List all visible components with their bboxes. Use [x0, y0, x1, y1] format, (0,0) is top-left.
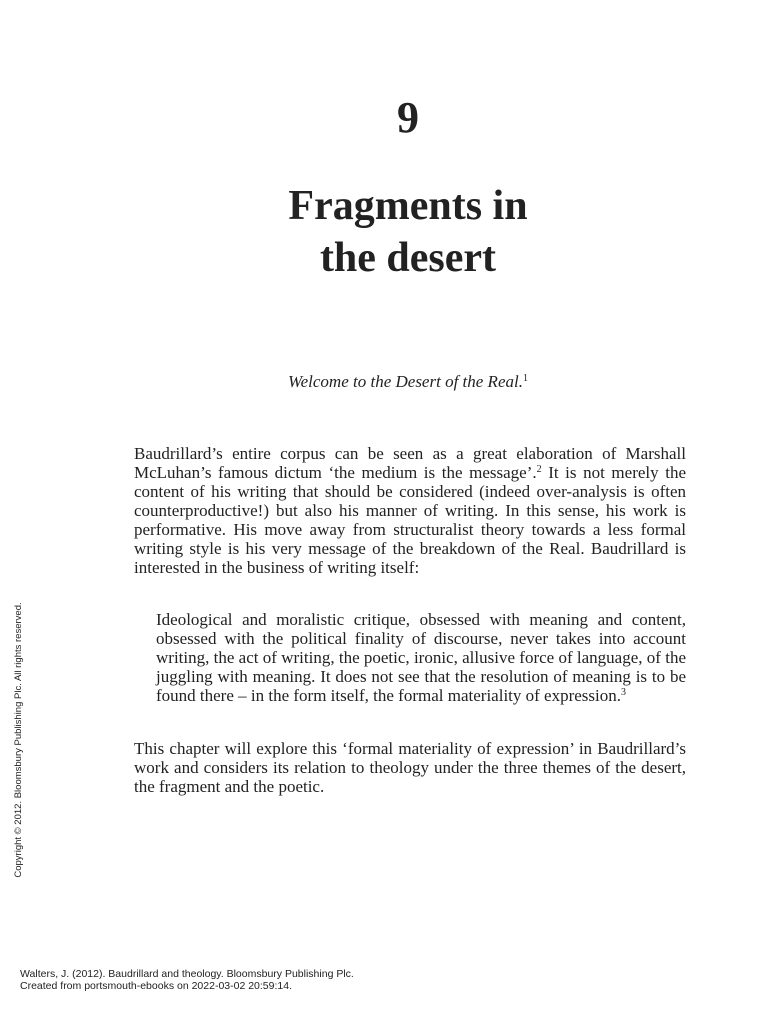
side-copyright-notice: Copyright © 2012. Bloomsbury Publishing Plc. All rights reserved. — [13, 602, 24, 878]
chapter-title-line-1: Fragments in — [288, 183, 528, 229]
block-quote-text: Ideological and moralistic critique, obsessed with meaning and content, obsessed with the political finality of discourse, never takes into account writing, the act of writing, the poetic, ironic, allusive force of language, of the juggling with meaning. It does not see that the resolution of meaning is to be found there – in the form itself, the formal materiality of expression. — [156, 610, 686, 705]
chapter-title-line-2: the desert — [319, 235, 497, 281]
chapter-title — [0, 180, 768, 284]
epigraph-footnote-ref[interactable]: 1 — [522, 373, 528, 384]
block-quote-footnote-ref[interactable]: 3 — [621, 687, 627, 698]
body-paragraph-1 — [134, 444, 686, 577]
citation-footer-line-1: Walters, J. (2012). Baudrillard and theology. Bloomsbury Publishing Plc. — [20, 968, 354, 980]
body-paragraph-2: This chapter will explore this ‘formal materiality of expression’ in Baudrillard’s work and considers its relation to theology under the three themes of the desert, the fragment and the poetic. — [134, 739, 686, 796]
citation-footer — [20, 968, 354, 992]
chapter-number: 9 — [397, 93, 419, 142]
epigraph-text: Welcome to the Desert of the Real. — [288, 372, 523, 391]
block-quote — [156, 610, 686, 705]
epigraph — [0, 372, 768, 392]
paragraph-1-footnote-ref[interactable]: 2 — [536, 464, 542, 475]
paragraph-1-text-part-2: It is not merely the content of his writing that should be considered (indeed over-analysis is often counterproductive!) but also his manner of writing. In this sense, his work is performative. His move away from structuralist theory towards a less formal writing style is his very message of the breakdown of the Real. Baudrillard is interested in the business of writing itself: — [134, 463, 686, 577]
paragraph-1-text-part-1: Baudrillard’s entire corpus can be seen as a great elaboration of Marshall McLuhan’s famous dictum ‘the medium is the message’. — [134, 444, 686, 482]
citation-footer-line-2: Created from portsmouth-ebooks on 2022-03-02 20:59:14. — [20, 980, 293, 992]
